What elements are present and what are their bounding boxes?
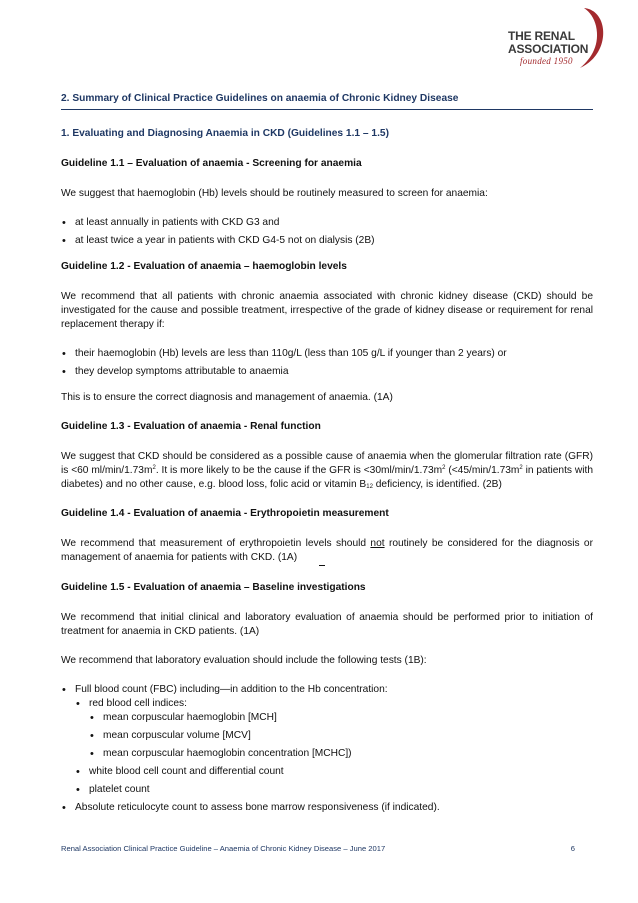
guideline-1-5-text-2: We recommend that laboratory evaluation should include the following tests (1B): [61,655,427,666]
list-item: • mean corpuscular volume [MCV] [89,729,593,743]
list-item: • Absolute reticulocyte count to assess bone marrow responsiveness (if indicated). [61,801,593,815]
baseline-tests-list [61,683,593,815]
subsection-heading: 1. Evaluating and Diagnosing Anaemia in CKD (Guidelines 1.1 – 1.5) [61,128,389,139]
guideline-1-5-title: Guideline 1.5 - Evaluation of anaemia – Baseline investigations [61,582,366,593]
guideline-1-3-text: We suggest that CKD should be considered as a possible cause of anaemia when the glomerular filtration rate (GFR) is <60 $ml/\min/1.73m^2$. It is more likely to be the cause if the GFR is $<30ml/\min/1.73m^2$ ($<45/\min/1.73m^2$ in patients with diabetes) and no other cause, e.g. blood loss, folic acid or vitamin $B_{12}$ deficiency, is identified. (2B) [61,451,593,490]
renal-association-logo [508,6,608,70]
list-item: • white blood cell count and differential count [75,765,593,779]
list-item: • mean corpuscular haemoglobin [MCH] [89,711,593,725]
guideline-1-4-title: Guideline 1.4 - Evaluation of anaemia - Erythropoietin measurement [61,508,389,519]
guideline-1-1-list [61,216,593,248]
section-heading: 2. Summary of Clinical Practice Guidelines on anaemia of Chronic Kidney Disease [61,92,593,110]
list-item: • they develop symptoms attributable to anaemia [61,365,593,379]
guideline-1-2-title: Guideline 1.2 - Evaluation of anaemia – haemoglobin levels [61,261,347,272]
guideline-1-2-text: We recommend that all patients with chronic anaemia associated with chronic kidney disease (CKD) should be investigated for the cause and possible treatment, irrespective of the grade of kidney disease or requirement for renal replacement therapy if: [61,291,593,330]
guideline-1-5-text-1: We recommend that initial clinical and laboratory evaluation of anaemia should be performed prior to initiation of treatment for anaemia in CKD patients. (1A) [61,612,593,637]
logo-swoosh-icon [578,6,608,70]
page-number: 6 [570,844,575,853]
guideline-1-2-closing: This is to ensure the correct diagnosis and management of anaemia. (1A) [61,392,393,403]
list-item: • Full blood count (FBC) including—in addition to the Hb concentration: • red blood cell indices: • mean corpuscular haemoglobin [MCH] • mean corpuscular volume [MCV] • mean corpuscular haemoglobin concentration [MCHC]) • white blood cell count and differential count • platelet count [61,683,593,797]
logo-line-2: ASSOCIATION [508,42,589,56]
guideline-1-4-text: We recommend that measurement of erythropoietin levels should not routinely be considered for the diagnosis or management of anaemia for patients with CKD. (1A) [61,537,593,566]
list-item: • at least twice a year in patients with CKD G4-5 not on dialysis (2B) [61,234,593,248]
stray-underscore [319,555,325,566]
footer-text: Renal Association Clinical Practice Guideline – Anaemia of Chronic Kidney Disease – June 2017 [61,844,386,853]
guideline-1-2-list [61,347,593,379]
underlined-not: not [370,538,385,549]
list-item: • their haemoglobin (Hb) levels are less than 110g/L (less than 105 g/L if younger than 2 years) or [61,347,593,361]
list-item: • mean corpuscular haemoglobin concentration [MCHC]) [89,747,593,761]
guideline-1-3-title: Guideline 1.3 - Evaluation of anaemia - Renal function [61,421,321,432]
list-item: • at least annually in patients with CKD G3 and [61,216,593,230]
logo-line-3: founded 1950 [520,56,573,66]
page-footer [61,844,575,853]
logo-line-1: THE RENAL [508,29,575,43]
fbc-sublist [75,697,593,797]
list-item: • platelet count [75,783,593,797]
main-content [61,92,593,819]
guideline-1-1-text: We suggest that haemoglobin (Hb) levels should be routinely measured to screen for anaemia: [61,188,488,199]
rbc-indices-list [89,711,593,761]
guideline-1-1-title: Guideline 1.1 – Evaluation of anaemia - Screening for anaemia [61,158,362,169]
list-item: • red blood cell indices: • mean corpuscular haemoglobin [MCH] • mean corpuscular volume [MCV] • mean corpuscular haemoglobin concentration [MCHC]) [75,697,593,761]
